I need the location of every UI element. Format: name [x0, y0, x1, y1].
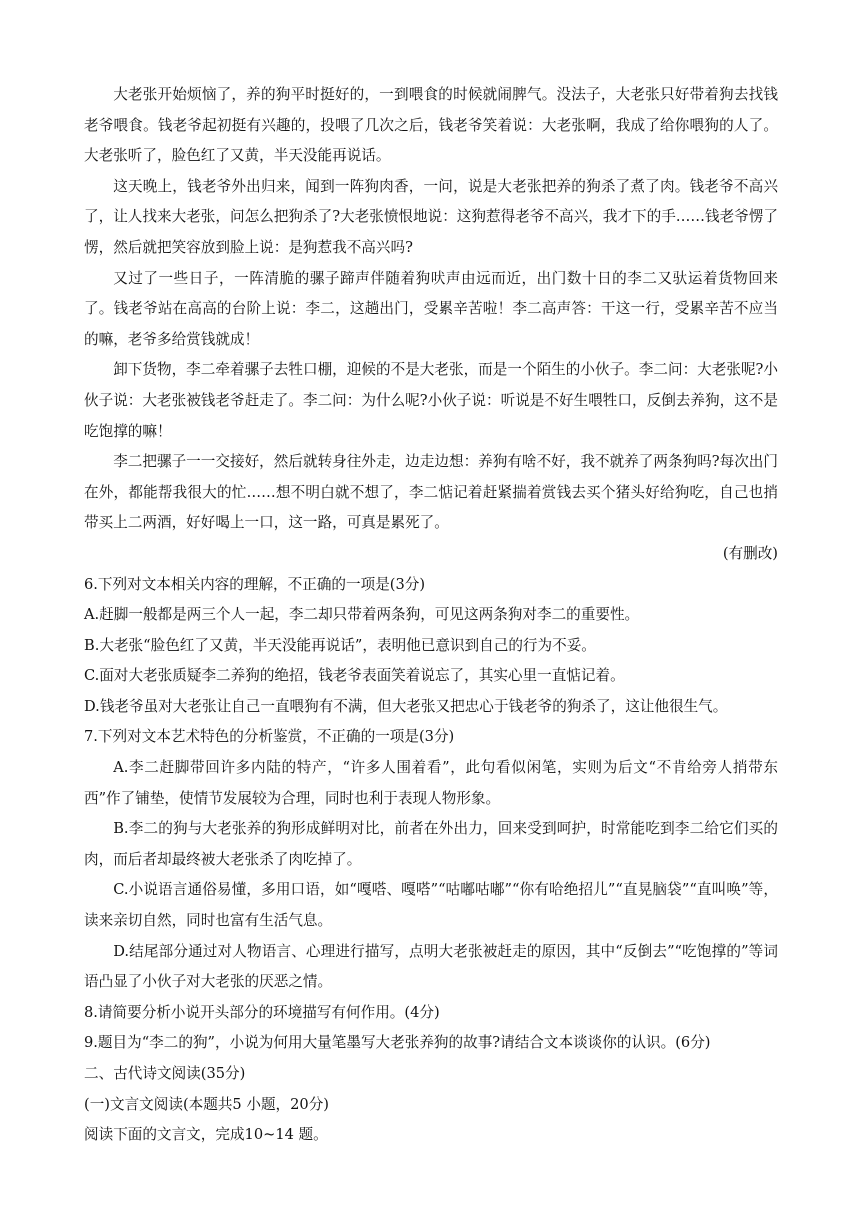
question-option: A.李二赶脚带回许多内陆的特产，“许多人围着看”，此句看似闲笔，实则为后文“不肯给旁人捎带东西”作了铺垫，使情节发展较为合理，同时也利于表现人物形象。: [84, 759, 778, 807]
question-stem: 6.下列对文本相关内容的理解，不正确的一项是(3分): [84, 575, 426, 593]
question-option: D.结尾部分通过对人物语言、心理进行描写，点明大老张被赶走的原因，其中“反倒去”“吃饱撑的”等词语凸显了小伙子对大老张的厌恶之情。: [84, 942, 778, 991]
question-option: C.小说语言通俗易懂，多用口语，如“嘎嗒、嘎嗒”“咕嘟咕嘟”“你有哈绝招儿”“直晃脑袋”“直叫唤”等，读来亲切自然，同时也富有生活气息。: [84, 881, 778, 930]
question-8: [84, 998, 778, 1029]
question-6: [84, 570, 778, 723]
section-heading: 二、古代诗文阅读(35分): [84, 1065, 246, 1082]
question-option: B.李二的狗与大老张养的狗形成鲜明对比，前者在外出力，回来受到呵护，时常能吃到李二给它们买的肉，而后者却最终被大老张杀了肉吃掉了。: [84, 820, 778, 868]
question-option: C.面对大老张质疑李二养狗的绝招，钱老爷表面笑着说忘了，其实心里一直惦记着。: [84, 667, 625, 685]
question-7: [84, 722, 778, 997]
passage-paragraph: 又过了一些日子，一阵清脆的骡子蹄声伴随着狗吠声由远而近，出门数十日的李二又驮运着货物回来了。钱老爷站在高高的台阶上说：李二，这趟出门，受累辛苦啦！李二高声答：干这一行，受累辛苦不应当的嘛，老爷多给赏钱就成！: [84, 269, 778, 348]
question-option: B.大老张“脸色红了又黄，半天没能再说话”，表明他已意识到自己的行为不妥。: [84, 636, 596, 654]
story-passage: [84, 80, 778, 570]
question-stem: 9.题目为“李二的狗”，小说为何用大量笔墨写大老张养狗的故事?请结合文本谈谈你的认识。(6分): [84, 1034, 711, 1052]
document-page: [84, 80, 778, 1151]
section-classical: [84, 1059, 778, 1151]
question-stem: 7.下列对文本艺术特色的分析鉴赏，不正确的一项是(3分): [84, 728, 455, 746]
question-option: D.钱老爷虽对大老张让自己一直喂狗有不满，但大老张又把忠心于钱老爷的狗杀了，这让他很生气。: [84, 697, 728, 715]
passage-paragraph: 大老张开始烦恼了，养的狗平时挺好的，一到喂食的时候就闹脾气。没法子，大老张只好带着狗去找钱老爷喂食。钱老爷起初挺有兴趣的，投喂了几次之后，钱老爷笑着说：大老张啊，我成了给你喂狗的人了。大老张听了，脸色红了又黄，半天没能再说话。: [84, 86, 778, 165]
section-instruction: 阅读下面的文言文，完成10~14 题。: [84, 1126, 328, 1144]
question-9: [84, 1028, 778, 1059]
passage-attribution: (有删改): [722, 544, 778, 562]
section-subheading: (一)文言文阅读(本题共5 小题，20分): [84, 1095, 329, 1113]
question-option: A.赶脚一般都是两三个人一起，李二却只带着两条狗，可见这两条狗对李二的重要性。: [84, 606, 640, 624]
question-stem: 8.请简要分析小说开头部分的环境描写有何作用。(4分): [84, 1003, 440, 1021]
passage-paragraph: 李二把骡子一一交接好，然后就转身往外走，边走边想：养狗有啥不好，我不就养了两条狗吗?每次出门在外，都能帮我很大的忙……想不明白就不想了，李二惦记着赶紧揣着赏钱去买个猪头好给狗吃，自己也捎带买上二两酒，好好喝上一口，这一路，可真是累死了。: [84, 453, 778, 532]
passage-paragraph: 这天晚上，钱老爷外出归来，闻到一阵狗肉香，一问，说是大老张把养的狗杀了煮了肉。钱老爷不高兴了，让人找来大老张，问怎么把狗杀了?大老张愤恨地说：这狗惹得老爷不高兴，我才下的手……钱老爷愣了愣，然后就把笑容放到脸上说：是狗惹我不高兴吗?: [84, 177, 778, 256]
passage-paragraph: 卸下货物，李二牵着骡子去牲口棚，迎候的不是大老张，而是一个陌生的小伙子。李二问：大老张呢?小伙子说：大老张被钱老爷赶走了。李二问：为什么呢?小伙子说：听说是不好生喂牲口，反倒去养狗，这不是吃饱撑的嘛！: [84, 361, 778, 440]
